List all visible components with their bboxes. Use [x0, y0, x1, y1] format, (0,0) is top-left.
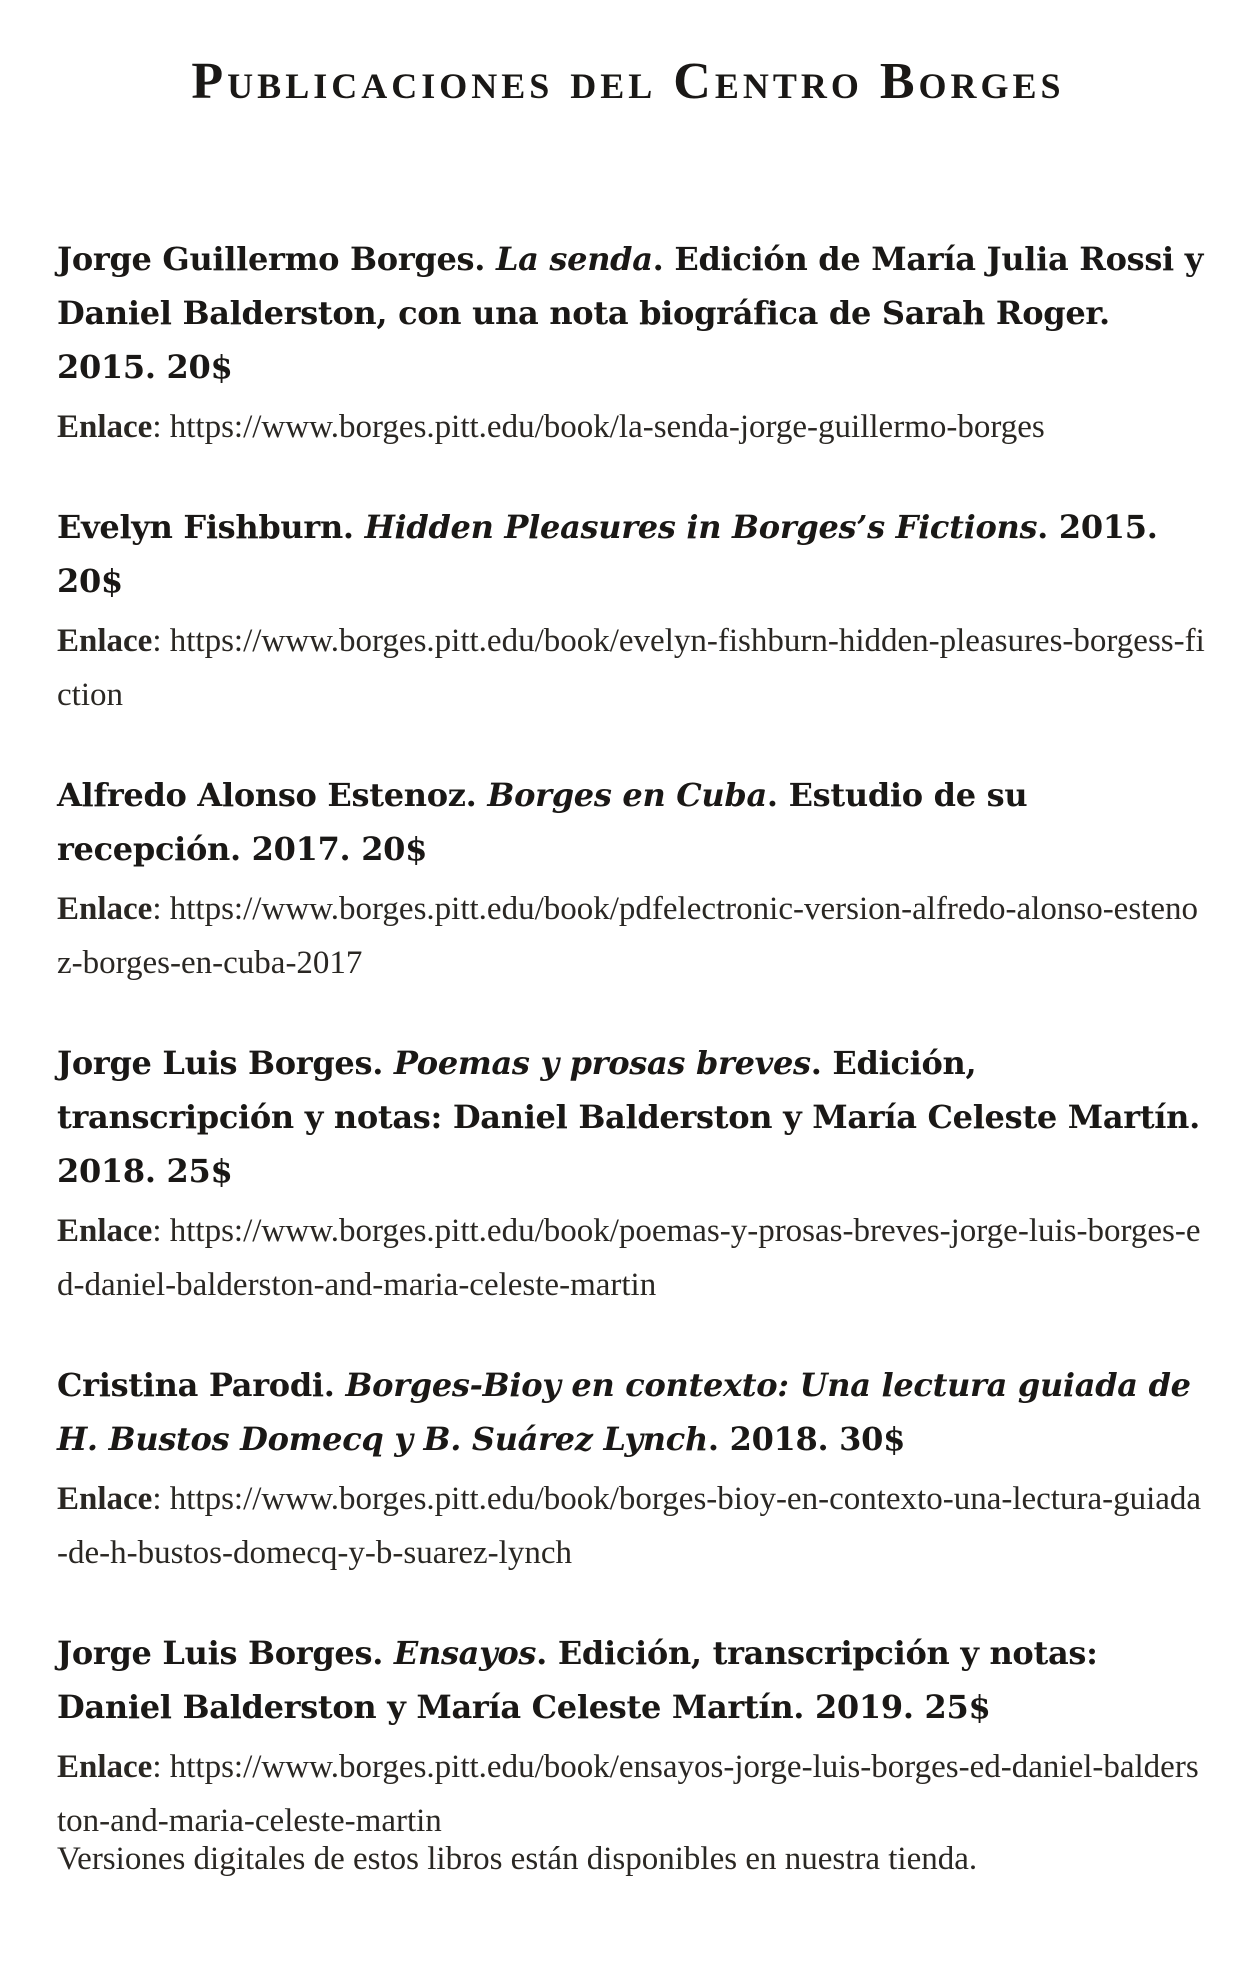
- publication-entry: [57, 1626, 1207, 1848]
- publication-entry: [57, 1036, 1207, 1312]
- book-url[interactable]: https://www.borges.pitt.edu/book/pdfelectronic-version-alfredo-alonso-estenoz-borges-en-cuba-2017: [57, 891, 1198, 981]
- book-details: . 2015. 20$: [57, 508, 1158, 600]
- link-label: Enlace: [57, 1749, 153, 1785]
- citation: [57, 232, 1207, 394]
- link-line: Enlace: https://www.borges.pitt.edu/book/la-senda-jorge-guillermo-borges: [57, 409, 1045, 445]
- book-url[interactable]: https://www.borges.pitt.edu/book/la-senda-jorge-guillermo-borges: [169, 409, 1045, 445]
- citation: [57, 500, 1207, 608]
- book-title: Hidden Pleasures in Borges’s Fictions: [364, 508, 1038, 546]
- link-label: Enlace: [57, 1481, 153, 1517]
- book-title: Ensayos: [393, 1634, 537, 1672]
- link-line: Enlace: https://www.borges.pitt.edu/book/borges-bioy-en-contexto-una-lectura-guiada-de-h-bustos-domecq-y-b-suarez-lynch: [57, 1481, 1202, 1571]
- book-title: La senda: [495, 240, 653, 278]
- publication-list: [57, 232, 1207, 1894]
- book-details: . Edición, transcripción y notas: Daniel Balderston y María Celeste Martín. 2019. 25$: [57, 1634, 1098, 1726]
- author: Cristina Parodi.: [57, 1366, 335, 1404]
- author: Jorge Luis Borges.: [57, 1634, 384, 1672]
- author: Alfredo Alonso Estenoz.: [57, 776, 477, 814]
- link-line: Enlace: https://www.borges.pitt.edu/book/poemas-y-prosas-breves-jorge-luis-borges-ed-daniel-balderston-and-maria-celeste-martin: [57, 1213, 1201, 1303]
- link-line: Enlace: https://www.borges.pitt.edu/book/evelyn-fishburn-hidden-pleasures-borgess-fiction: [57, 623, 1205, 713]
- publication-entry: [57, 1358, 1207, 1580]
- link-label: Enlace: [57, 1213, 153, 1249]
- book-url[interactable]: https://www.borges.pitt.edu/book/evelyn-fishburn-hidden-pleasures-borgess-fiction: [57, 623, 1205, 713]
- footer-note: Versiones digitales de estos libros están disponibles en nuestra tienda.: [57, 1841, 978, 1877]
- citation: [57, 1036, 1207, 1198]
- author: Evelyn Fishburn.: [57, 508, 354, 546]
- link-line: Enlace: https://www.borges.pitt.edu/book/ensayos-jorge-luis-borges-ed-daniel-balderston-and-maria-celeste-martin: [57, 1749, 1199, 1839]
- link-label: Enlace: [57, 409, 153, 445]
- page-title: Publicaciones del Centro Borges: [191, 53, 1065, 110]
- citation: [57, 1358, 1207, 1466]
- book-details: . Edición de María Julia Rossi y Daniel Balderston, con una nota biográfica de Sarah Roger. 2015. 20$: [57, 240, 1204, 386]
- book-url[interactable]: https://www.borges.pitt.edu/book/poemas-y-prosas-breves-jorge-luis-borges-ed-daniel-balderston-and-maria-celeste-martin: [57, 1213, 1201, 1303]
- book-url[interactable]: https://www.borges.pitt.edu/book/borges-bioy-en-contexto-una-lectura-guiada-de-h-bustos-domecq-y-b-suarez-lynch: [57, 1481, 1202, 1571]
- book-url[interactable]: https://www.borges.pitt.edu/book/ensayos-jorge-luis-borges-ed-daniel-balderston-and-maria-celeste-martin: [57, 1749, 1199, 1839]
- author: Jorge Guillermo Borges.: [57, 240, 486, 278]
- book-title: Borges en Cuba: [487, 776, 767, 814]
- book-details: . 2018. 30$: [707, 1420, 906, 1458]
- author: Jorge Luis Borges.: [57, 1044, 384, 1082]
- link-line: Enlace: https://www.borges.pitt.edu/book/pdfelectronic-version-alfredo-alonso-estenoz-borges-en-cuba-2017: [57, 891, 1198, 981]
- link-label: Enlace: [57, 891, 153, 927]
- book-details: . Estudio de su recepción. 2017. 20$: [57, 776, 1028, 868]
- citation: [57, 1626, 1207, 1734]
- link-label: Enlace: [57, 623, 153, 659]
- citation: [57, 768, 1207, 876]
- book-title: Poemas y prosas breves: [393, 1044, 811, 1082]
- publication-entry: [57, 768, 1207, 990]
- publication-entry: [57, 500, 1207, 722]
- publication-entry: [57, 232, 1207, 454]
- book-details: . Edición, transcripción y notas: Daniel Balderston y María Celeste Martín. 2018. 25$: [57, 1044, 1200, 1190]
- book-title: Borges-Bioy en contexto: Una lectura guiada de H. Bustos Domecq y B. Suárez Lynch: [57, 1366, 1191, 1458]
